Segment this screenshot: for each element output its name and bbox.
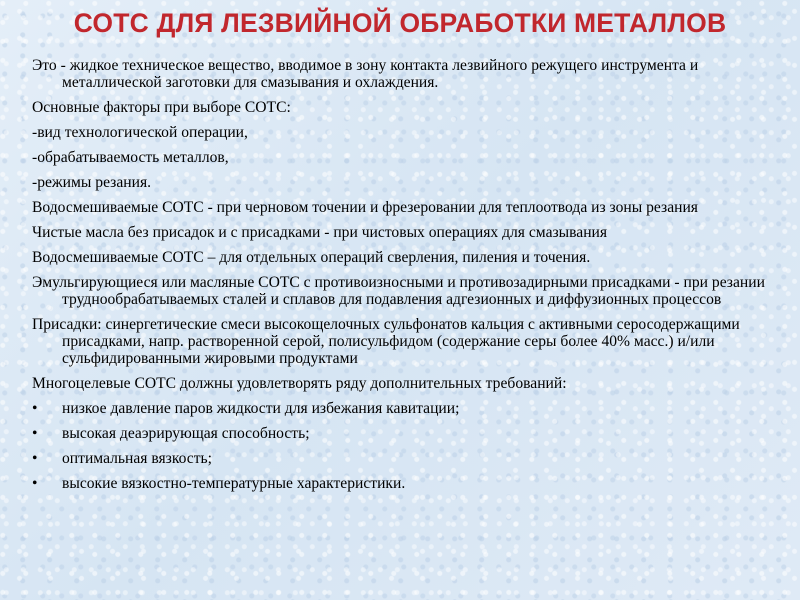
slide-title: СОТС ДЛЯ ЛЕЗВИЙНОЙ ОБРАБОТКИ МЕТАЛЛОВ bbox=[73, 8, 727, 38]
bullet-text: высокая деаэрирующая способность; bbox=[62, 425, 310, 442]
bullet-marker: • bbox=[32, 400, 38, 417]
slide-body bbox=[32, 57, 784, 500]
list-item bbox=[32, 475, 784, 492]
paragraph-pure-oils: Чистые масла без присадок и с присадками - при чистовых операциях для смазывания bbox=[32, 224, 608, 241]
bullet-text: оптимальная вязкость; bbox=[62, 450, 212, 467]
paragraph-water-miscible-drilling: Водосмешиваемые СОТС – для отдельных операций сверления, пиления и точения. bbox=[32, 249, 591, 266]
bullet-marker: • bbox=[32, 450, 38, 467]
paragraph-additives: Присадки: синергетические смеси высокощелочных сульфонатов кальция с активными серосодержащими присадками, напр. растворенной серой, полисульфидом (содержание серы более 40% масс.) и/или сульфидированными жировыми продуктами bbox=[32, 316, 740, 367]
paragraph-definition: Это - жидкое техническое вещество, вводимое в зону контакта лезвийного режущего инструмента и металлической заготовки для смазывания и охлаждения. bbox=[32, 57, 699, 91]
paragraph-water-miscible-roughing: Водосмешиваемые СОТС - при черновом точении и фрезеровании для теплоотвода из зоны резания bbox=[32, 199, 698, 216]
paragraph-factor-machinability: -обрабатываемость металлов, bbox=[32, 149, 229, 166]
bullet-text: низкое давление паров жидкости для избежания кавитации; bbox=[62, 400, 460, 417]
bullet-text: высокие вязкостно-температурные характеристики. bbox=[62, 475, 406, 492]
list-item bbox=[32, 400, 784, 417]
paragraph-factor-operation: -вид технологической операции, bbox=[32, 124, 248, 141]
bullet-marker: • bbox=[32, 425, 38, 442]
paragraph-multipurpose-requirements: Многоцелевые СОТС должны удовлетворять ряду дополнительных требований: bbox=[32, 375, 567, 392]
paragraph-selection-factors: Основные факторы при выборе СОТС: bbox=[32, 99, 291, 116]
list-item bbox=[32, 450, 784, 467]
paragraph-emulsifying-fluids: Эмульгирующиеся или масляные СОТС с противоизносными и противозадирными присадками - при резании труднообрабатываемых сталей и сплавов для подавления адгезионных и диффузионных процессов bbox=[32, 274, 765, 308]
bullet-marker: • bbox=[32, 475, 38, 492]
paragraph-factor-cutting-modes: -режимы резания. bbox=[32, 174, 152, 191]
list-item bbox=[32, 425, 784, 442]
